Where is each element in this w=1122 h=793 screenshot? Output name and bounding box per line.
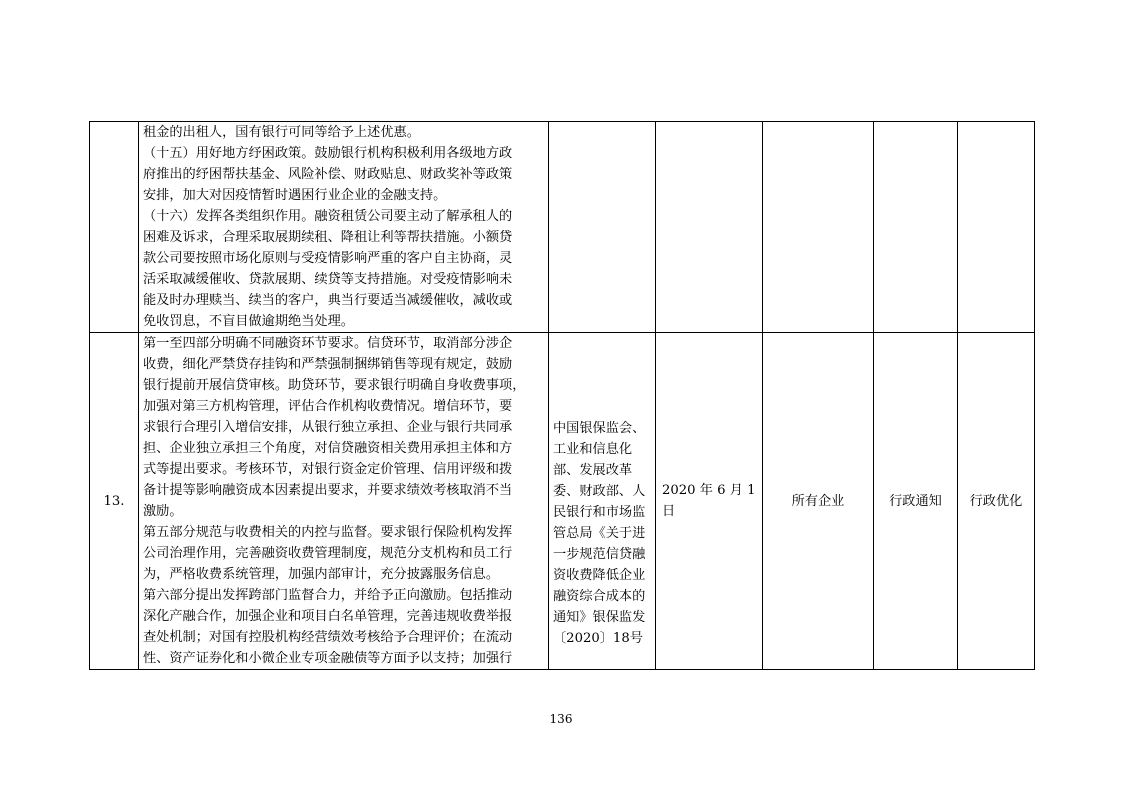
content-line: 银行提前开展信贷审核。助贷环节，要求银行明确自身收费事项， [143,378,526,393]
content-line: 深化产融合作，加强企业和项目白名单管理，完善违规收费举报 [143,609,513,624]
scope-cell [763,122,874,333]
content-line: 激励。 [143,504,183,519]
content-line: 第六部分提出发挥跨部门监督合力，并给予正向激励。包括推动 [143,588,513,603]
page-number: 136 [549,712,573,726]
content-line: 加强对第三方机构管理，评估合作机构收费情况。增信环节，要 [143,399,513,414]
content-line: （十六）发挥各类组织作用。融资租赁公司要主动了解承租人的 [143,209,513,224]
content-line: 困难及诉求，合理采取展期续租、降租让利等帮扶措施。小额贷 [143,230,513,245]
document-cell [549,122,656,333]
content-line: 求银行合理引入增信安排，从银行独立承担、企业与银行共同承 [143,420,513,435]
content-line: 活采取减缓催收、贷款展期、续贷等支持措施。对受疫情影响未 [143,272,513,287]
category-cell: 行政优化 [958,333,1035,670]
content-line: 租金的出租人，国有银行可同等给予上述优惠。 [143,125,420,140]
table-row [90,122,1035,333]
date-cell [656,122,763,333]
category-cell [958,122,1035,333]
content-line: 款公司要按照市场化原则与受疫情影响严重的客户自主协商，灵 [143,251,513,266]
content-line: 免收罚息，不盲目做逾期绝当处理。 [143,314,354,329]
type-cell: 行政通知 [874,333,958,670]
content-line: 式等提出要求。考核环节，对银行资金定价管理、信用评级和拨 [143,462,513,477]
policy-table [89,121,1035,670]
row-number: 13. [90,333,139,670]
content-line: （十五）用好地方纾困政策。鼓励银行机构积极利用各级地方政 [143,146,513,161]
scope-cell: 所有企业 [763,333,874,670]
content-line: 安排，加大对因疫情暂时遇困行业企业的金融支持。 [143,188,447,203]
table-row [90,333,1035,670]
content-line: 能及时办理赎当、续当的客户，典当行要适当减缓催收，减收或 [143,293,513,308]
content-line: 为，严格收费系统管理，加强内部审计，充分披露服务信息。 [143,567,500,582]
number-cell [90,122,139,333]
document-cell [549,333,656,670]
content-line: 查处机制；对国有控股机构经营绩效考核给予合理评价；在流动 [143,630,513,645]
content-line: 备计提等影响融资成本因素提出要求，并要求绩效考核取消不当 [143,483,513,498]
content-line: 府推出的纾困帮扶基金、风险补偿、财政贴息、财政奖补等政策 [143,167,513,182]
date-cell: 2020 年 6 月 1 日 [656,333,763,670]
content-line: 收费，细化严禁贷存挂钩和严禁强制捆绑销售等现有规定，鼓励 [143,357,513,372]
content-line: 担、企业独立承担三个角度，对信贷融资相关费用承担主体和方 [143,441,513,456]
content-line: 性、资产证券化和小微企业专项金融债等方面予以支持；加强行 [143,651,513,666]
content-cell [139,122,549,333]
content-cell [139,333,549,670]
content-line: 第五部分规范与收费相关的内控与监督。要求银行保险机构发挥 [143,525,513,540]
type-cell [874,122,958,333]
issuing-document: 中国银保监会、工业和信息化部、发展改革委、财政部、人民银行和市场监管总局《关于进一步规范信贷融资收费降低企业融资综合成本的通知》银保监发〔2020〕18号 [553,421,646,646]
content-line: 第一至四部分明确不同融资环节要求。信贷环节，取消部分涉企 [143,336,513,351]
content-line: 公司治理作用，完善融资收费管理制度，规范分支机构和员工行 [143,546,513,561]
